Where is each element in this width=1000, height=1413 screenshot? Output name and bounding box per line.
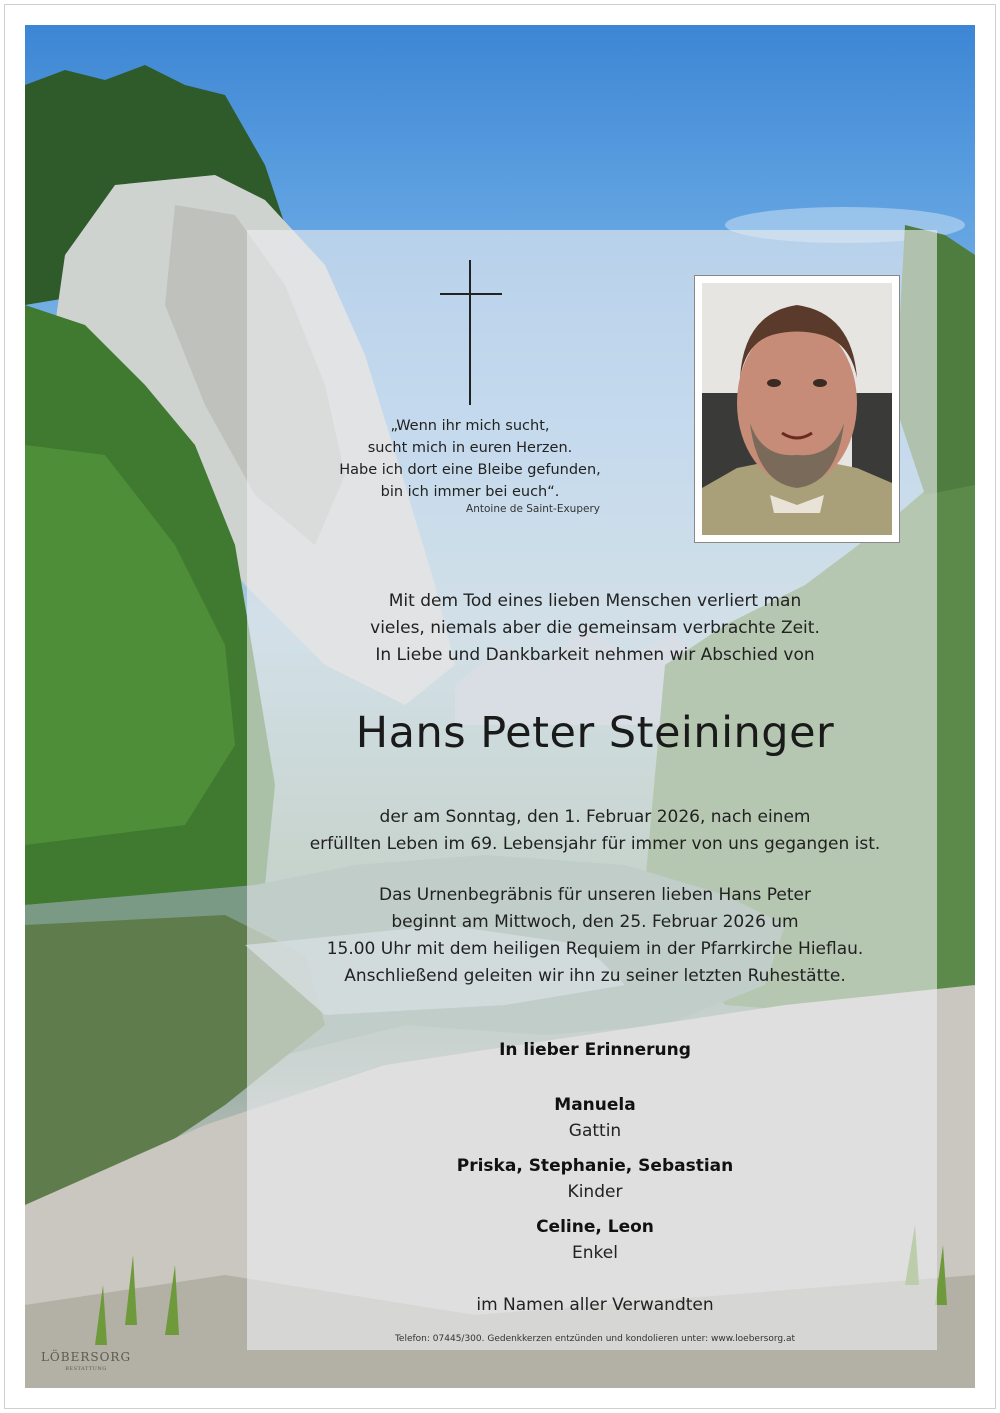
- family-list: [300, 1092, 890, 1275]
- family-names: Manuela: [554, 1095, 636, 1115]
- family-names: Priska, Stephanie, Sebastian: [456, 1156, 734, 1176]
- funeral-line: Das Urnenbegräbnis für unseren lieben Hans Peter: [379, 885, 811, 905]
- funeral-line: beginnt am Mittwoch, den 25. Februar 2026 um: [391, 912, 799, 932]
- family-names: Celine, Leon: [536, 1217, 654, 1237]
- family-relation: Kinder: [567, 1182, 623, 1202]
- quote-line: „Wenn ihr mich sucht,: [390, 418, 550, 434]
- closing-text: im Namen aller Verwandten: [476, 1295, 714, 1315]
- quote: [305, 415, 635, 503]
- family-relation: Enkel: [572, 1243, 618, 1263]
- quote-author: Antoine de Saint-Exupery: [466, 503, 600, 515]
- quote-line: Habe ich dort eine Bleibe gefunden,: [339, 462, 601, 478]
- family-relation: Gattin: [568, 1121, 622, 1141]
- funeral-line: 15.00 Uhr mit dem heiligen Requiem in der Pfarrkirche Hieflau.: [326, 939, 864, 959]
- intro-line: Mit dem Tod eines lieben Menschen verliert man: [388, 591, 802, 611]
- funeral-line: Anschließend geleiten wir ihn zu seiner letzten Ruhestätte.: [344, 966, 846, 986]
- quote-line: bin ich immer bei euch“.: [380, 484, 560, 500]
- footer-contact: Telefon: 07445/300. Gedenkkerzen entzünden und kondolieren unter: www.loebersorg.at: [394, 1334, 796, 1344]
- memory-title: In lieber Erinnerung: [499, 1040, 691, 1060]
- funeral-details: [280, 882, 910, 990]
- death-notice: [280, 804, 910, 858]
- deceased-name: Hans Peter Steininger: [355, 708, 835, 758]
- cross-icon: [440, 260, 502, 405]
- death-notice-line: erfüllten Leben im 69. Lebensjahr für immer von uns gegangen ist.: [309, 834, 881, 854]
- logo-name: LÖBERSORG: [40, 1350, 132, 1364]
- intro-line: vieles, niemals aber die gemeinsam verbrachte Zeit.: [370, 618, 820, 638]
- logo-subtitle: BESTATTUNG: [65, 1366, 107, 1372]
- intro-text: [300, 588, 890, 669]
- funeral-home-logo: [36, 1350, 136, 1372]
- death-notice-line: der am Sonntag, den 1. Februar 2026, nach einem: [379, 807, 811, 827]
- quote-line: sucht mich in euren Herzen.: [367, 440, 573, 456]
- portrait-photo: [702, 283, 892, 535]
- intro-line: In Liebe und Dankbarkeit nehmen wir Abschied von: [375, 645, 815, 665]
